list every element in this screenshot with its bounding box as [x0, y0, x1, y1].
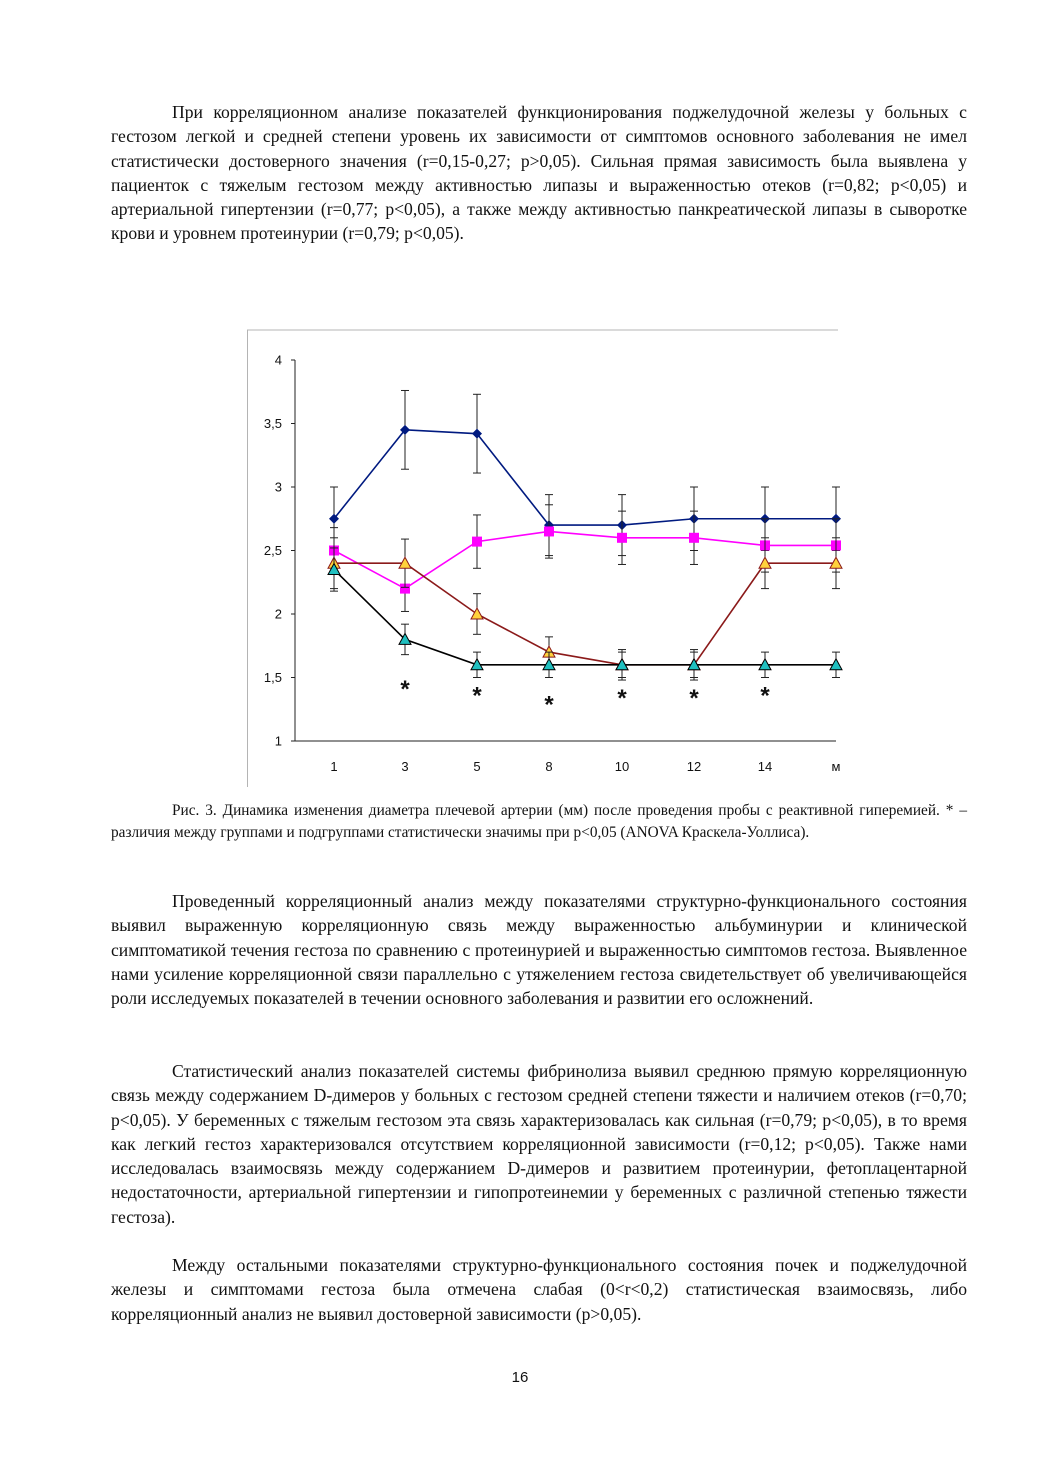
series-3-line — [334, 563, 836, 665]
y-tick-label: 4 — [274, 352, 282, 368]
x-tick-label: 14 — [757, 759, 773, 774]
y-tick-label: 2,5 — [263, 543, 282, 558]
series-2-point — [617, 533, 627, 543]
series-2-point — [544, 526, 554, 536]
y-tick-label: 3 — [274, 479, 282, 495]
significance-asterisk: * — [544, 691, 554, 719]
series-2-point — [689, 533, 699, 543]
series-3-point — [471, 608, 483, 619]
significance-asterisk: * — [400, 676, 410, 704]
significance-asterisk: * — [760, 682, 770, 710]
y-tick-label: 1 — [274, 733, 282, 749]
x-tick-label: 8 — [545, 759, 553, 774]
significance-asterisk: * — [689, 685, 699, 713]
x-tick-label: м — [831, 759, 841, 774]
x-tick-label: 3 — [401, 759, 409, 774]
series-2-point — [472, 537, 482, 547]
x-tick-label: 5 — [473, 759, 481, 774]
series-2-line — [334, 531, 836, 588]
paragraph-other-indicators: Между остальными показателями структурно-функционального состояния почек и поджелудочной железы и симптомами гестоза была отмечена слабая (0<r<0,2) статистическая взаимосвязь, либо корреляционный анализ не выявил достоверной зависимости (p>0,05). — [111, 1255, 967, 1324]
x-tick-label: 12 — [686, 759, 702, 774]
x-tick-label: 10 — [614, 759, 630, 774]
figure-caption: Рис. 3. Динамика изменения диаметра плечевой артерии (мм) после проведения пробы с реактивной гиперемией. * – различия между группами и подгруппами статистически значимы при p<0,05 (ANOVA Краскела-Уоллиса). — [111, 802, 967, 841]
y-tick-label: 2 — [274, 606, 282, 622]
y-tick-label: 3,5 — [263, 416, 282, 431]
brachial-artery-chart — [247, 330, 841, 787]
paragraph-fibrinolysis-analysis: Статистический анализ показателей системы фибринолиза выявил среднюю прямую корреляционную связь между содержанием D-димеров у больных с гестозом средней степени тяжести и наличием отеков (r=0,70; p<0,05). У беременных с тяжелым гестозом эта связь характеризовалась как сильная (r=0,79; p<0,05), в то время как легкий гестоз характеризовался отсутствием корреляционной зависимости (r=0,12; p<0,05). Также нами исследовалась взаимосвязь между содержанием D-димеров и развитием протеинурии, фетоплацентарной недостаточности, артериальной гипертензии и гипопротеинемии у беременных с различной степенью тяжести гестоза). — [111, 1061, 967, 1227]
page-number: 16 — [511, 1369, 529, 1386]
x-tick-label: 1 — [330, 759, 338, 774]
significance-asterisk: * — [472, 682, 482, 710]
y-tick-label: 1,5 — [263, 670, 282, 685]
paragraph-albuminuria-correlation: Проведенный корреляционный анализ между показателями структурно-функционального состояния выявил выраженную корреляционную связь между выраженностью альбуминурии и клинической симптоматикой течения гестоза по сравнению с протеинурией и выраженностью симптомов гестоза. Выявленное нами усиление корреляционной связи параллельно с утяжелением гестоза свидетельствует об увеличивающейся роли исследуемых показателей в течении основного заболевания и развитии его осложнений. — [111, 891, 967, 1009]
chart-plot-area — [264, 353, 842, 775]
series-1-line — [334, 430, 836, 525]
significance-asterisk: * — [617, 685, 627, 713]
paragraph-lipase-correlation: При корреляционном анализе показателей функционирования поджелудочной железы у больных с гестозом легкой и средней степени уровень их зависимости от симптомов основного заболевания не имел статистически достоверного значения (r=0,15-0,27; p>0,05). Сильная прямая зависимость была выявлена у пациенток с тяжелым гестозом между активностью липазы и выраженностью отеков (r=0,82; p<0,05) и артериальной гипертензии (r=0,77; p<0,05), а также между активностью панкреатической липазы в сыворотке крови и уровнем протеинурии (r=0,79; p<0,05). — [111, 102, 967, 244]
